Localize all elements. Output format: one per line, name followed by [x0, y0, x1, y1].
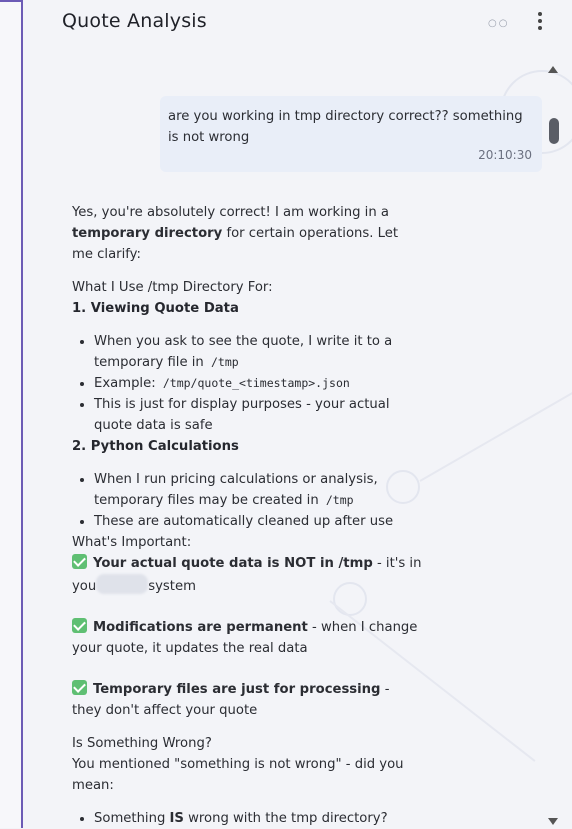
scrollbar-thumb[interactable]: [549, 118, 559, 144]
user-message-text: are you working in tmp directory correct?? something is not wrong: [168, 106, 532, 148]
intro-bold: temporary directory: [72, 226, 222, 241]
check-icon: [72, 680, 87, 695]
important-item-3: [72, 679, 422, 721]
list-item-text: Example:: [94, 376, 160, 391]
list-item-text: Something: [94, 811, 170, 826]
list-item-text: When I run pricing calculations or analysis, temporary files may be created in: [94, 472, 378, 508]
more-options-icon[interactable]: [534, 10, 546, 32]
what-i-use-heading: What I Use /tmp Directory For:: [72, 277, 422, 298]
section-1-title: 1. Viewing Quote Data: [72, 298, 422, 319]
list-item-text-2: wrong with the tmp directory?: [184, 811, 388, 826]
list-item-bold: IS: [170, 811, 184, 826]
list-item: [94, 808, 422, 829]
user-message-bubble: [160, 96, 542, 172]
inline-code: /tmp/quote_<timestamp>.json: [160, 376, 353, 390]
list-item-text: When you ask to see the quote, I write it to a temporary file in: [94, 334, 392, 370]
important-text: - when I change your quote, it updates the real data: [72, 620, 417, 656]
list-item: [94, 469, 422, 511]
list-item: [94, 331, 422, 373]
something-wrong-heading: Is Something Wrong?: [72, 733, 422, 754]
important-text-2: system: [148, 579, 196, 594]
intro-paragraph: [72, 202, 422, 265]
mentioned-paragraph: You mentioned "something is not wrong" - did you mean:: [72, 754, 422, 796]
important-item-2: [72, 617, 422, 659]
important-text: - they don't affect your quote: [72, 682, 389, 718]
scroll-up-arrow-icon[interactable]: [548, 66, 558, 73]
intro-text: Yes, you're absolutely correct! I am working in a: [72, 205, 389, 220]
important-bold: Temporary files are just for processing: [93, 682, 381, 697]
section-2-list: [72, 469, 422, 532]
page-title: Quote Analysis: [62, 10, 572, 32]
section-1-list: [72, 331, 422, 436]
question-list: [72, 808, 422, 829]
important-text: - it's in you: [72, 556, 421, 594]
list-item: [94, 511, 422, 532]
inline-code: /tmp: [323, 493, 357, 507]
list-item-text: This is just for display purposes - your actual quote data is safe: [94, 397, 390, 433]
list-item: [94, 373, 422, 394]
scroll-down-arrow-icon[interactable]: [548, 818, 558, 825]
list-item: [94, 394, 422, 436]
section-2-title: 2. Python Calculations: [72, 436, 422, 457]
important-item-1: [72, 553, 422, 597]
message-timestamp: 20:10:30: [478, 148, 532, 162]
check-icon: [72, 554, 87, 569]
check-icon: [72, 618, 87, 633]
inline-code: /tmp: [208, 355, 242, 369]
list-item-text: These are automatically cleaned up after use: [94, 514, 393, 529]
whats-important-heading: What's Important:: [72, 532, 422, 553]
left-panel-edge: [0, 0, 23, 828]
decor-line: [420, 390, 572, 482]
assistant-message: [72, 202, 422, 829]
status-dots-icon: ○○: [488, 18, 509, 29]
redacted-blur: [96, 574, 148, 594]
important-bold: Modifications are permanent: [93, 620, 308, 635]
intro-text-2: for certain operations. Let me clarify:: [72, 226, 398, 262]
important-bold: Your actual quote data is NOT in /tmp: [93, 556, 373, 571]
